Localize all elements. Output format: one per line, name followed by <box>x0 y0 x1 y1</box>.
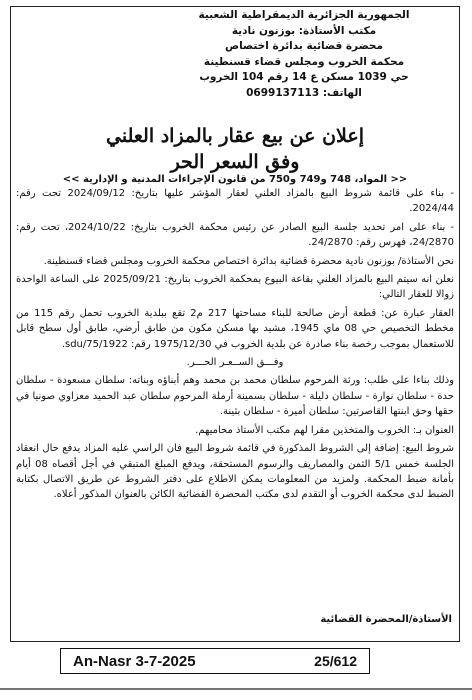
divider <box>0 688 472 690</box>
paragraph: - بناء على امر تحديد جلسة البيع الصادر عن رئيس محكمة الخروب بتاريخ: 2024/10/22، تحت رقم: 24/2870، فهرس رقم: 24/2870. <box>16 221 454 249</box>
paragraph: وفـــق الســعـر الحـــر. <box>186 357 284 369</box>
paragraph: شروط البيع: إضافة إلى الشروط المذكورة في قائمة شروط البيع فان الراسي عليه المزاد يدفع حال انعقاد الجلسة خمس 5/1 الثمن والمصاريف والرسوم المستحقة، ويدفع المبلغ المتبقي في أجل أقصاه 08 أيام بأمانة ضبط المحكمة. ولمزيد من المعلومات يمكن الاطلاع على دفتر الشروط عن طريق الاتصال بكتابة الضبط لدى محكمة الخروب أو التقدم لدى مكتب المحضرة القضائية الكائن بالعنوان المذكور أعلاه. <box>16 443 455 501</box>
notice-body <box>16 186 454 506</box>
notice-title: إعلان عن بيع عقار بالمزاد العلني <box>106 125 364 147</box>
publication-date: An-Nasr 3-7-2025 <box>73 652 196 670</box>
legal-articles: << المواد، 748 و749 و750 من قانون الإجراءات المدنية و الإدارية >> <box>62 174 408 185</box>
paragraph: نعلن انه سيتم البيع بالمزاد العلني بقاعة البيوع بمحكمة الخروب بتاريخ: 2025/09/21 على الساعة الواحدة زوالا للعقار التالي: <box>16 274 454 301</box>
notice-subtitle: وفق السعر الحر <box>170 151 300 173</box>
header-line: حي 1039 مسكن ع 14 رقم 104 الخروب <box>199 71 409 83</box>
publication-footer <box>60 648 370 674</box>
paragraph: العقار عبارة عن: قطعة أرض صالحة للبناء مساحتها 217 م2 تقع ببلدية الخروب تحمل رقم 115 من مخطط التخصيص حي 08 ماي 1945، مشيد بها مسكن مكون من طابق أرضي، طابق أول سطح قابل للاستعمال بموجب رخصة بناء صادرة عن بلدية الخروب في 1975/12/30 رقم: sdu/75/1922. <box>16 307 455 350</box>
header-line: محكمة الخروب ومجلس قضاء قسنطينة <box>203 55 405 68</box>
header-line: الجمهورية الجزائرية الديمقراطية الشعبية <box>198 9 410 21</box>
paragraph: - بناء على قائمة شروط البيع بالمزاد العلني لعقار المؤشر عليها بتاريخ: 2024/09/12 تحت رقم: 2024/44. <box>16 188 454 215</box>
header-phone: الهاتف: 0699137113 <box>246 86 362 99</box>
header-line: محضرة قضائية بدائرة اختصاص <box>224 40 384 52</box>
paragraph: العنوان بـ: الخروب والمتخذين مقرا لهم مكتب الأستاذ محاميهم. <box>195 424 454 436</box>
publication-number: 25/612 <box>314 653 357 669</box>
signature: الأستاذة/المحضرة القضائية <box>320 614 452 625</box>
paragraph: وذلك بناءا على طلب: ورثة المرحوم سلطان محمد بن محمد وهم أبناؤه وبناته: سلطان مسعودة - سلطان حدة - سلطان نوارة - سلطان دليلة - سلطان بسمينة أرملة المرحوم سلطان عبد الحميد معزاوي صونيا في حقها وحق ابنتها القاصرتين: سلطان أميرة - سلطان بثينة. <box>16 375 454 418</box>
paragraph: نحن الأستاذة/ بوزنون نادية محضرة قضائية بدائرة اختصاص محكمة الخروب ومجلس قضاء قسنطينة. <box>43 255 454 267</box>
office-header <box>154 8 454 101</box>
header-line: مكتب الأستاذة: بوزنون نادية <box>231 24 377 37</box>
